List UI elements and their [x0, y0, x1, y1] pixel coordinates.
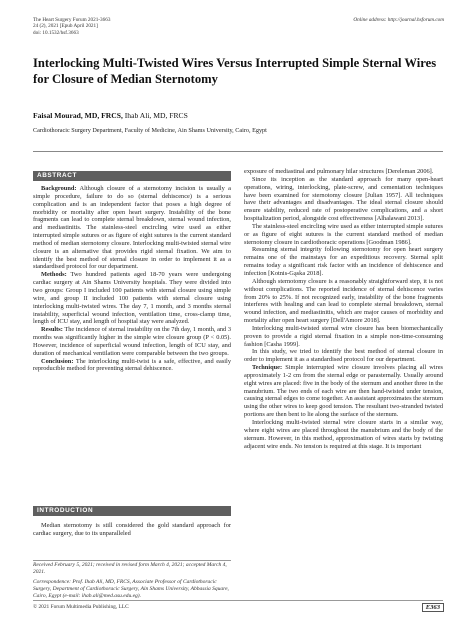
introduction-body [33, 522, 231, 538]
introduction-heading: INTRODUCTION [33, 506, 231, 516]
abstract-heading: ABSTRACT [33, 171, 231, 181]
divider-top [33, 151, 443, 152]
conclusion-label: Conclusion: [41, 357, 74, 365]
results-text: The incidence of sternal instability on the 7th day, 1 month, and 3 months was significantly higher in the simple wire closure group (P < 0.05). However, incidence of superficial wound infection, length of ICU stay, and duration of mechanical ventilation were comparable between the two groups. [33, 326, 231, 357]
paper-title: Interlocking Multi-Twisted Wires Versus Interrupted Simple Sternal Wires for Closure of Median Sternotomy [33, 56, 437, 86]
right-paragraph-1: exposure of mediastinal and pulmonary hilar structures [Dereleman 2006]. [244, 168, 434, 175]
abstract-conclusion [33, 358, 231, 374]
abstract-body [33, 185, 231, 373]
article-notes [33, 562, 231, 600]
technique-paragraph [244, 364, 443, 419]
right-column-body [244, 168, 443, 450]
technique-text: Simple interrupted wire closure involves placing all wires approximately 1-2 cm from the sternal edge or parasternally. Usually around eight wires are placed: five in the body of the sternum and another three in the manubrium. The two ends of each wire are then hand-twisted under tension, causing sternal edges to come together. An assistant approximates the sternum using the other wires to keep good tension. The resultant two-stranded twisted portions are then bent to lie along the surface of the sternum. [244, 364, 443, 419]
background-text: Although closure of a sternotomy incision is usually a simple procedure, failure to do so (sternal dehiscence) is a serious complication and is an independent factor that poses a high degree of morbidity or mortality after open heart surgery. Instability of the bone fragments can lead to complete sternal breakdown, sternal wound infection, and mediastinitis. The stainless-steel encircling wire used as either interrupted simple sutures or as figure of eight sutures is the current standard method of median sternotomy closure. Interlocking multi-twisted sternal wire closure is an alternative that provides rigid sternal fixation. We aim to identify the best method of sternal closure in order to implement it as a standardised protocol for our department. [33, 185, 231, 271]
right-paragraph-4: Resuming sternal integrity following sternotomy for open heart surgery remains one of the mainstays for an expeditious recovery. Sternal split remains today a significant risk factor with an incidence of dehiscence and infection [Kotnis-Gąska 2018]. [244, 246, 443, 277]
journal-header [33, 17, 110, 36]
abstract-results [33, 326, 231, 357]
background-label: Background: [41, 185, 77, 192]
author-primary: Faisal Mourad, MD, FRCS, [33, 111, 123, 120]
received-note: Received February 5, 2021; received in revised form March 4, 2021; accepted March 4, 2021. [33, 562, 227, 575]
right-paragraph-6: Interlocking multi-twisted sternal wire closure has been biomechanically proven to provide a rigid sternal fixation in a simple non-time-consuming fashion [Casha 1999]. [244, 324, 443, 348]
right-paragraph-9: Interlocking multi-twisted sternal wire closure starts in a similar way, where eight wires are placed throughout the manubrium and the body of the sternum. However, in this method, approximation of wires starts by twisting adjacent wire ends. No tension is required at this stage. It is important [244, 419, 443, 450]
abstract-methods [33, 271, 231, 326]
right-paragraph-2: Since its inception as the standard approach for many open-heart operations, wiring, interlocking, plate-screw, and cementation techniques have been examined for sternotomy closure [Julian 1957]. All techniques have their advantages and disadvantages. The ideal sternal closure should ensure stability, reduced rate of postoperative complications, and a short hospitalization period, alongside cost effectiveness [Alhalawani 2013]. [244, 175, 443, 223]
notes-divider [33, 560, 231, 561]
online-address[interactable]: Online address: http://journal.hsforum.com [353, 17, 444, 23]
right-paragraph-5: Although sternotomy closure is a reasonably straightforward step, it is not without complications. The reported incidence of sternal dehiscence varies from 20% to 25%. If not recognized early, instability of the bone fragments interferes with healing and can lead to complete sternal breakdown, sternal wound infection, and mediastinitis, which are major causes of morbidity and mortality after open heart surgery [Dell'Amore 2018]. [244, 277, 443, 325]
technique-label: Technique: [252, 364, 283, 372]
right-paragraph-3: The stainless-steel encircling wire used as either interrupted simple sutures or as figure of eight sutures is the current standard method of median sternotomy closure in cardiothoracic operations [Goodman 1986]. [244, 222, 443, 246]
author-secondary: Ihab Ali, MD, FRCS [122, 111, 188, 120]
footer-divider [33, 600, 443, 601]
methods-text: Two hundred patients aged 18-70 years were undergoing cardiac surgery at Ain Shams University hospitals. They were divided into two groups: Group I included 100 patients with sternal closure using simple wire, and group II included 100 patients with sternal closure using interlocking multi-twisted wires. The day 7, 1 month, and 3 months sternal instability, superficial wound infection, ventilation time, cross-clamp time, length of ICU stay, and length of hospital stay were analyzed. [33, 271, 231, 326]
right-paragraph-7: In this study, we tried to identify the best method of sternal closure in order to implement it as a standardised protocol for our department. [244, 348, 443, 364]
journal-doi: doi: 10.1532/hsf.3663 [33, 29, 79, 36]
journal-name: The Heart Surgery Forum 2021-3663 [33, 17, 111, 23]
copyright: © 2021 Forum Multimedia Publishing, LLC [33, 604, 129, 610]
author-list [33, 111, 188, 120]
results-label: Results: [41, 326, 63, 334]
correspondence-note: Correspondence: Prof. Ihab Ali, MD, FRCS, Associate Professor of Cardiothoracic Surgery, Department of Cardiothoracic Surgery, Ain Shams University, Abbassia Square, Cairo, Egypt (e-mail: ihab.ali@med.asu.edu.eg). [33, 579, 229, 599]
page-number: E363 [422, 603, 444, 612]
journal-issue: 24 (2), 2021 [Epub April 2021] [33, 23, 98, 30]
affiliation: Cardiothoracic Surgery Department, Faculty of Medicine, Ain Shams University, Cairo, Egypt [33, 127, 267, 134]
conclusion-text: The interlocking multi-twist is a safe, effective, and easily reproducible method for preventing sternal dehiscence. [33, 357, 231, 373]
methods-label: Methods: [41, 271, 67, 279]
intro-paragraph: Median sternotomy is still considered the gold standard approach for cardiac surgery, due to its unparalleled [33, 522, 231, 537]
abstract-background [33, 185, 231, 271]
